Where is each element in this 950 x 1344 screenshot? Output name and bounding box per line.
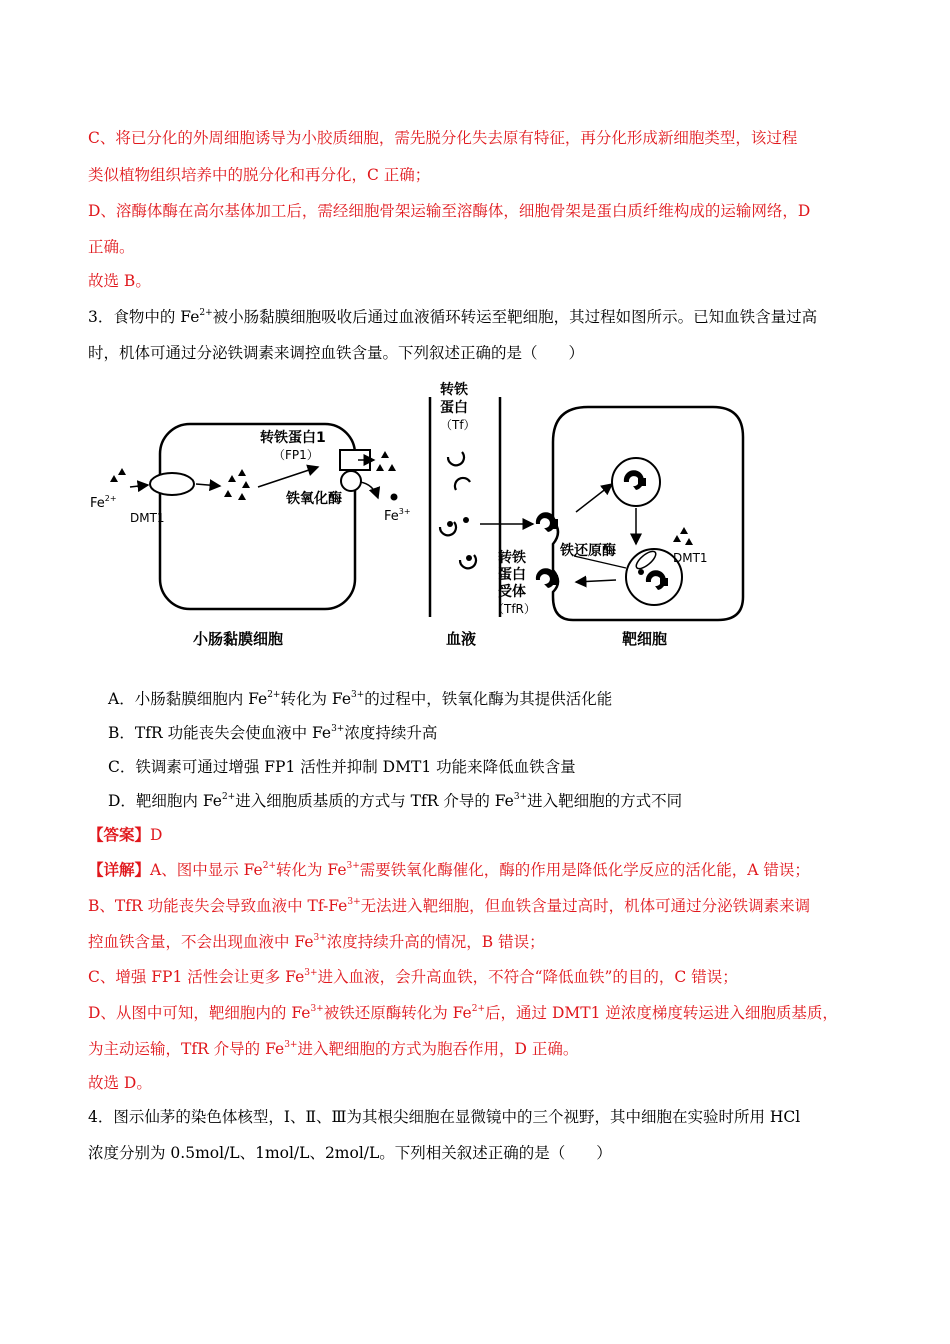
prev-conclusion: 故选 B。 bbox=[88, 272, 151, 290]
tf-label-b: 蛋白 bbox=[440, 400, 468, 416]
fp1-label-a: 转铁蛋白1 bbox=[260, 430, 326, 446]
reductase-label: 铁还原酶 bbox=[560, 543, 616, 559]
prev-explanation-d-line2: 正确。 bbox=[88, 238, 135, 256]
dmt1-transporter-left bbox=[150, 473, 194, 495]
tfr-label-d: （TfR） bbox=[492, 602, 536, 616]
tf-proteins bbox=[440, 452, 476, 568]
iron-transport-diagram bbox=[88, 372, 758, 662]
fp1-label-b: （FP1） bbox=[273, 448, 319, 462]
dmt1-right-label: DMT1 bbox=[673, 551, 708, 565]
q4-stem-line1: 4．图示仙茅的染色体核型，Ⅰ、Ⅱ、Ⅲ为其根尖细胞在显微镜中的三个视野，其中细胞在实验时所用 HCl bbox=[88, 1108, 801, 1126]
tf-label-c: （Tf） bbox=[440, 418, 476, 432]
tfr-label-c: 受体 bbox=[498, 584, 526, 600]
detail-b-line1: B、TfR 功能丧失会导致血液中 $Tf-Fe^{3+}$无法进入靶细胞，但血铁含量过高时，机体可通过分泌铁调素来调 bbox=[88, 897, 811, 915]
q3-stem-line2: 时，机体可通过分泌铁调素来调控血铁含量。下列叙述正确的是（ ） bbox=[88, 344, 585, 362]
tf-label-a: 转铁 bbox=[440, 382, 468, 398]
prev-explanation-c-line2: 类似植物组织培养中的脱分化和再分化，C 正确； bbox=[88, 166, 431, 184]
detail-d-line1: D、从图中可知，靶细胞内的 $Fe^{3+}$被铁还原酶转化为 $Fe^{2+}$后，通过 DMT1 逆浓度梯度转运进入细胞质基质， bbox=[88, 1004, 838, 1022]
option-c[interactable]: C．铁调素可通过增强 FP1 活性并抑制 DMT1 功能来降低血铁含量 bbox=[108, 758, 576, 776]
fe3-label: $Fe^{3+}$ bbox=[384, 507, 411, 524]
caption-target-cell: 靶细胞 bbox=[622, 630, 668, 648]
intestinal-cell bbox=[160, 424, 355, 609]
caption-intestinal-cell: 小肠黏膜细胞 bbox=[193, 630, 284, 648]
fe2-triangles-fp1 bbox=[376, 451, 396, 471]
dmt1-left-label: DMT1 bbox=[130, 511, 165, 525]
detail-a: 【详解】A、图中显示 $Fe^{2+}$转化为 $Fe^{3+}$需要铁氧化酶催化，酶的作用是降低化学反应的活化能，A 错误； bbox=[88, 860, 810, 879]
tfr-receptors bbox=[536, 512, 558, 588]
option-d[interactable]: D．靶细胞内 $Fe^{2+}$进入细胞质基质的方式与 TfR 介导的 $Fe^{3+}$进入靶细胞的方式不同 bbox=[108, 792, 683, 810]
oxidase-label: 铁氧化酶 bbox=[286, 491, 342, 507]
fe2-triangles-outside bbox=[110, 468, 126, 482]
prev-explanation-c-line1: C、将已分化的外周细胞诱导为小胶质细胞，需先脱分化失去原有特征，再分化形成新细胞类型，该过程 bbox=[88, 129, 798, 147]
tfr-label-a: 转铁 bbox=[498, 550, 526, 566]
caption-blood: 血液 bbox=[446, 630, 477, 648]
detail-b-line2: 控血铁含量，不会出现血液中 $Fe^{3+}$浓度持续升高的情况，B 错误； bbox=[88, 933, 545, 951]
q3-stem-line1: 3．食物中的 $Fe^{2+}$被小肠黏膜细胞吸收后通过血液循环转运至靶细胞，其过程如图所示。已知血铁含量过高 bbox=[88, 308, 818, 326]
fe2-label: $Fe^{2+}$ bbox=[90, 494, 117, 511]
q4-stem-line2: 浓度分别为 0.5mol/L、1mol/L、2mol/L。下列相关叙述正确的是（ ） bbox=[88, 1144, 612, 1162]
option-b[interactable]: B．TfR 功能丧失会使血液中 $Fe^{3+}$浓度持续升高 bbox=[108, 724, 438, 742]
detail-c: C、增强 FP1 活性会让更多 $Fe^{3+}$进入血液，会升高血铁，不符合“降低血铁”的目的，C 错误； bbox=[88, 968, 738, 986]
prev-explanation-d-line1: D、溶酶体酶在高尔基体加工后，需经细胞骨架运输至溶酶体，细胞骨架是蛋白质纤维构成的运输网络，D bbox=[88, 202, 811, 220]
detail-d-line2: 为主动运输，TfR 介导的 $Fe^{3+}$进入靶细胞的方式为胞吞作用，D 正确。 bbox=[88, 1040, 579, 1058]
detail-conclusion: 故选 D。 bbox=[88, 1074, 152, 1092]
option-a[interactable]: A．小肠黏膜细胞内 $Fe^{2+}$转化为 $Fe^{3+}$的过程中，铁氧化酶为其提供活化能 bbox=[108, 690, 613, 708]
endosome-upper bbox=[612, 458, 660, 506]
answer: 【答案】D bbox=[88, 825, 163, 844]
fe2-triangles-inside bbox=[224, 469, 250, 500]
oxidase-circle bbox=[341, 471, 361, 491]
tfr-label-b: 蛋白 bbox=[498, 567, 526, 583]
